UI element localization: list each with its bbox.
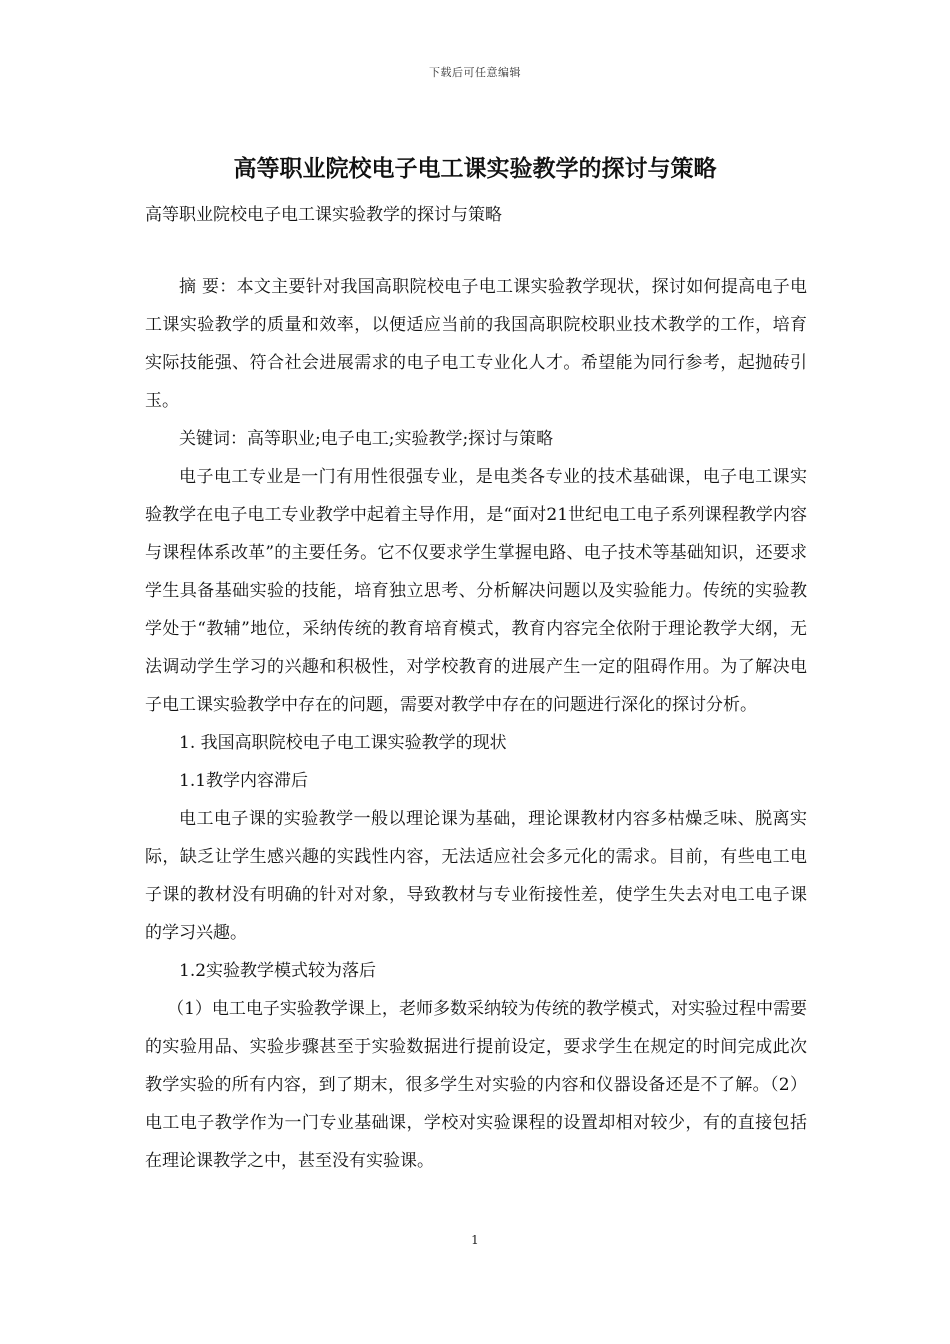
page-number: 1 xyxy=(471,1233,479,1247)
section-1-1-paragraph: 电工电子课的实验教学一般以理论课为基础，理论课教材内容多枯燥乏味、脱离实际，缺乏让学生感兴趣的实践性内容，无法适应社会多元化的需求。目前，有些电工电子课的教材没有明确的针对对象，导致教材与专业衔接性差，使学生失去对电工电子课的学习兴趣。 xyxy=(145,809,807,943)
intro-paragraph: 电子电工专业是一门有用性很强专业，是电类各专业的技术基础课，电子电工课实验教学在电子电工专业教学中起着主导作用，是“面对21世纪电工电子系列课程教学内容与课程体系改革”的主要任务。它不仅要求学生掌握电路、电子技术等基础知识，还要求学生具备基础实验的技能，培育独立思考、分析解决问题以及实验能力。传统的实验教学处于“教辅”地位，采纳传统的教育培育模式，教育内容完全依附于理论教学大纲，无法调动学生学习的兴趣和积极性，对学校教育的进展产生一定的阻碍作用。为了解决电子电工课实验教学中存在的问题，需要对教学中存在的问题进行深化的探讨分析。 xyxy=(145,467,807,715)
section-1-2-paragraph: （1）电工电子实验教学课上，老师多数采纳较为传统的教学模式，对实验过程中需要的实验用品、实验步骤甚至于实验数据进行提前设定，要求学生在规定的时间完成此次教学实验的所有内容，到了期末，很多学生对实验的内容和仪器设备还是不了解。（2）电工电子教学作为一门专业基础课，学校对实验课程的设置却相对较少，有的直接包括在理论课教学之中，甚至没有实验课。 xyxy=(145,999,807,1171)
document-subtitle: 高等职业院校电子电工课实验教学的探讨与策略 xyxy=(145,205,502,225)
header-note: 下载后可任意编辑 xyxy=(429,66,521,79)
section-heading-1: 1. 我国高职院校电子电工课实验教学的现状 xyxy=(179,733,507,753)
abstract-paragraph: 摘 要：本文主要针对我国高职院校电子电工课实验教学现状，探讨如何提高电子电工课实验教学的质量和效率，以便适应当前的我国高职院校职业技术教学的工作，培育实际技能强、符合社会进展需求的电子电工专业化人才。希望能为同行参考，起抛砖引玉。 xyxy=(145,277,807,411)
subsection-heading-1-2: 1.2实验教学模式较为落后 xyxy=(179,961,377,981)
document-body xyxy=(145,268,807,1180)
keywords-paragraph: 关键词：高等职业;电子电工;实验教学;探讨与策略 xyxy=(179,429,554,449)
document-title: 高等职业院校电子电工课实验教学的探讨与策略 xyxy=(233,155,717,182)
subsection-heading-1-1: 1.1教学内容滞后 xyxy=(179,771,309,791)
